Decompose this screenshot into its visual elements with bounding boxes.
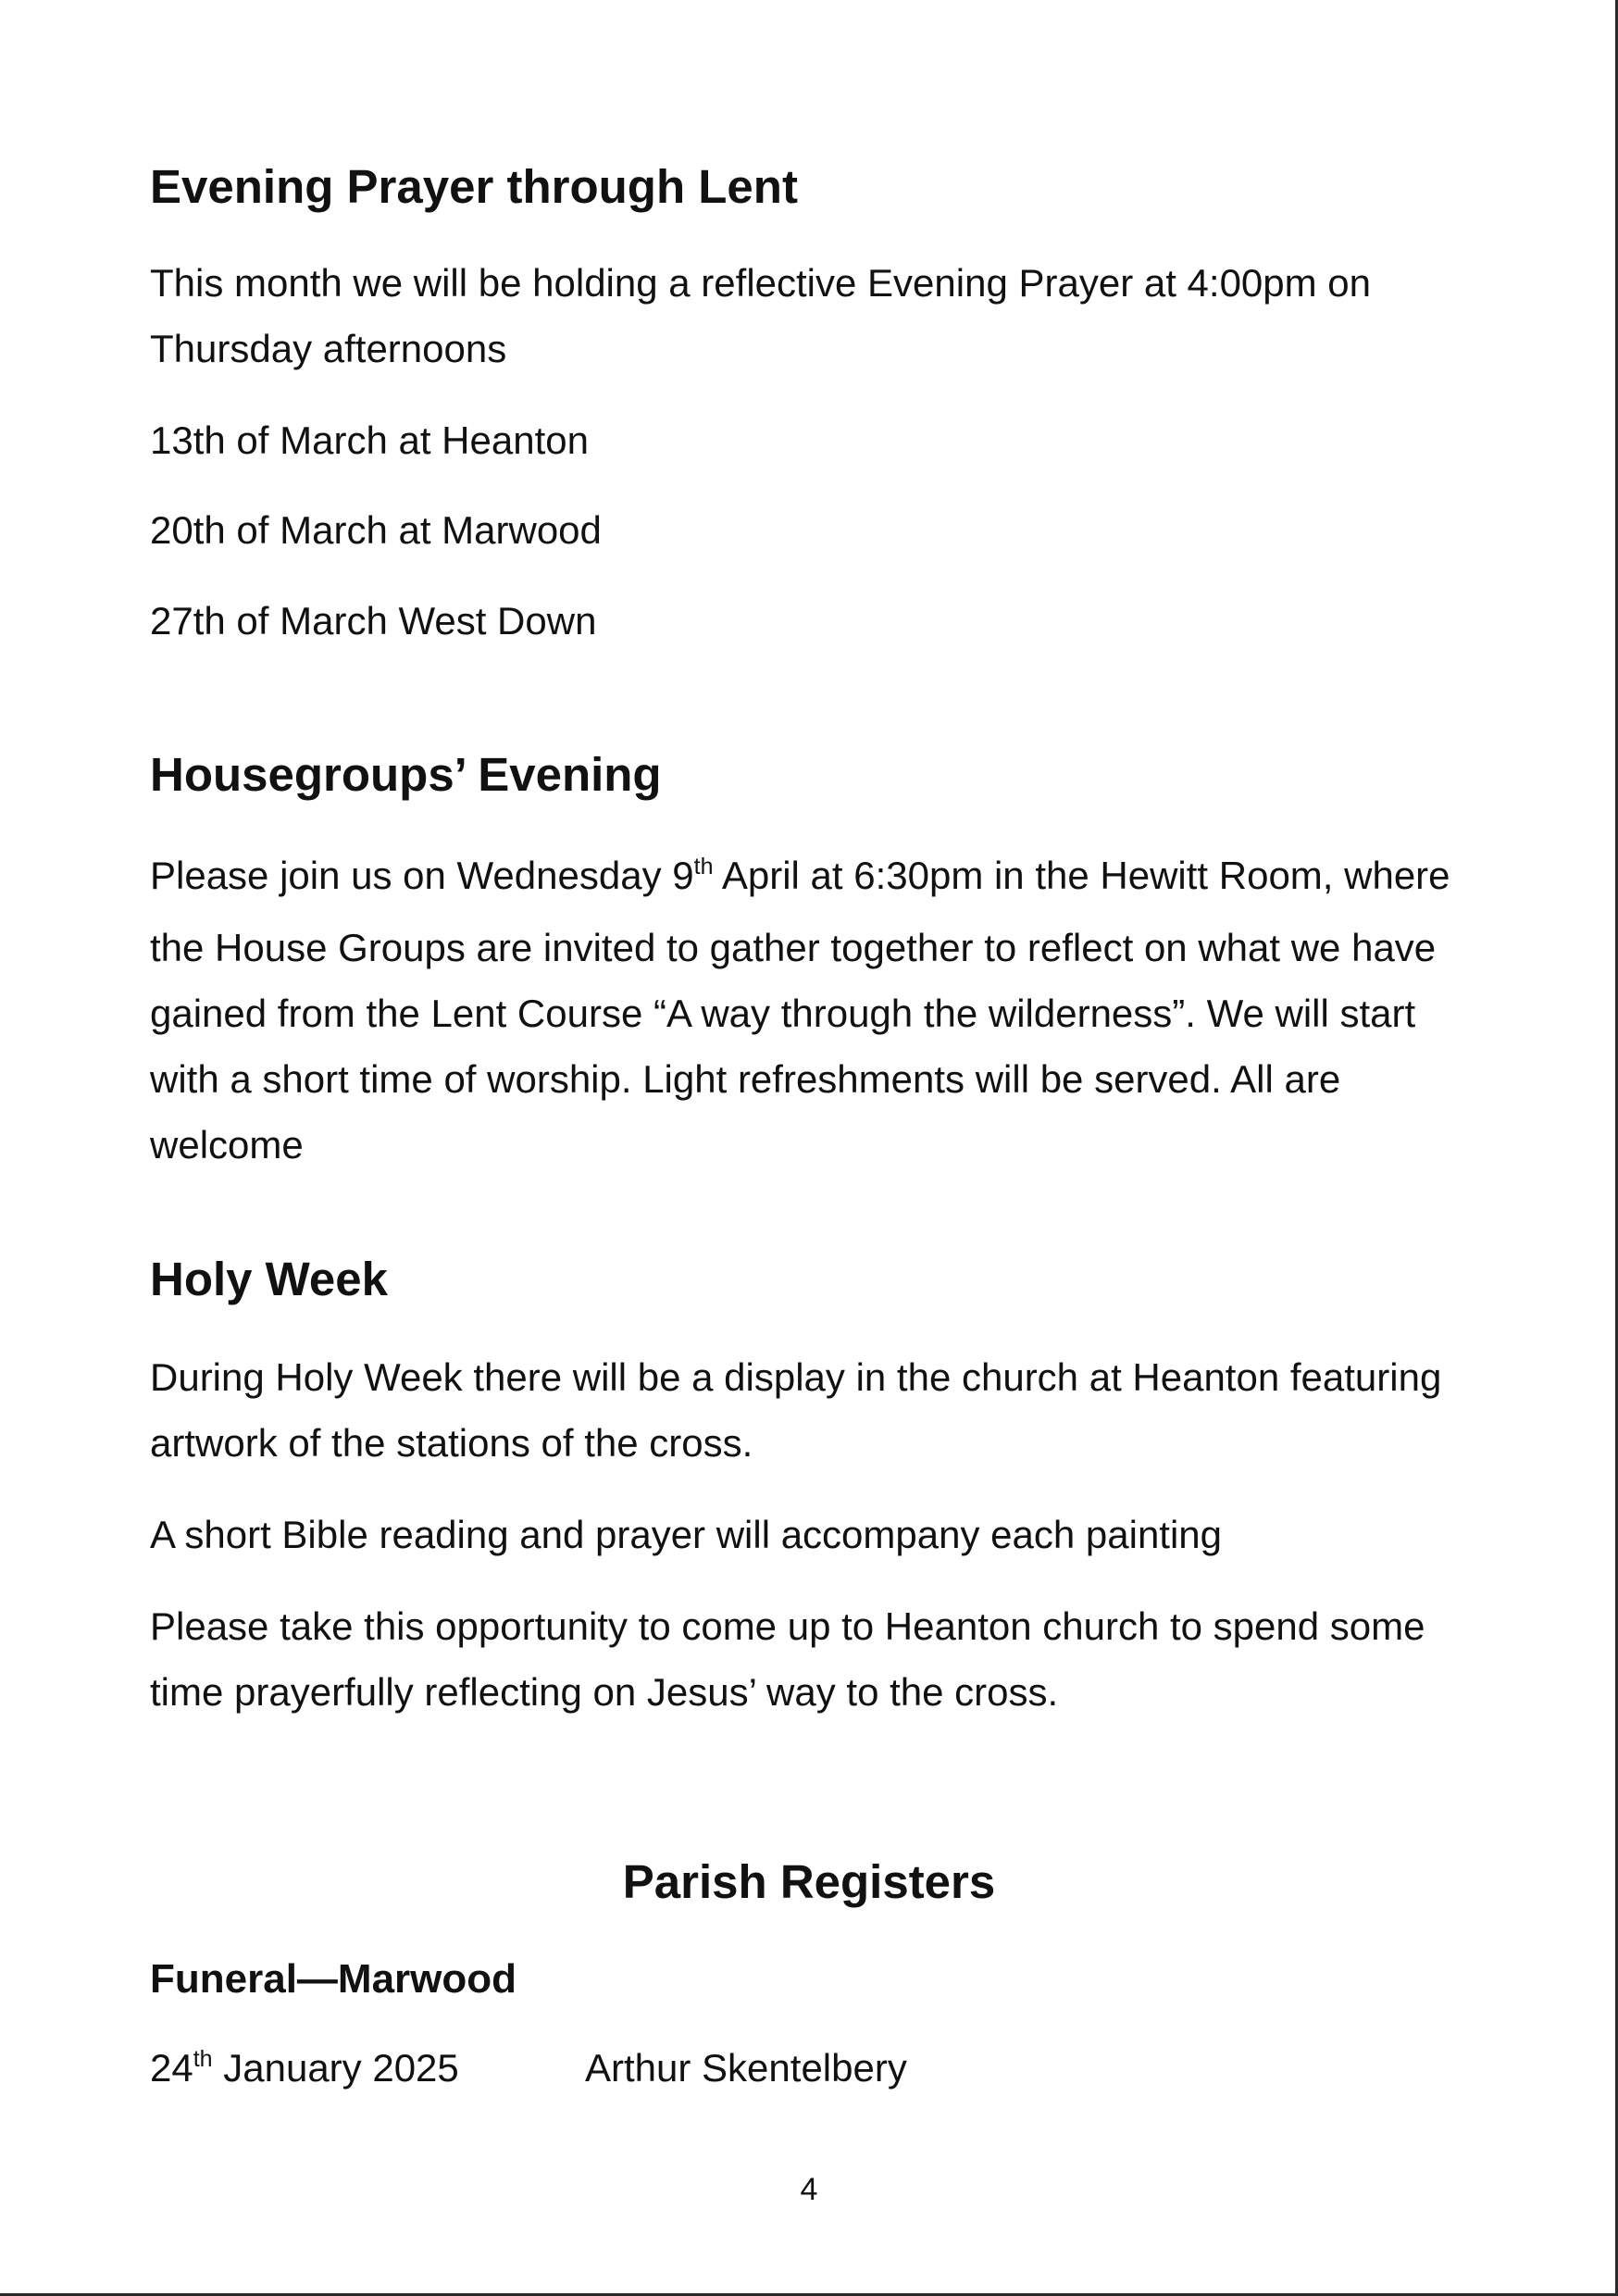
register-name: Arthur Skentelbery bbox=[585, 2046, 907, 2090]
funeral-subheading: Funeral—Marwood bbox=[150, 1956, 517, 2002]
register-day: 24 bbox=[150, 2046, 193, 2090]
housegroups-text bbox=[150, 842, 1474, 1178]
page-number: 4 bbox=[800, 2172, 818, 2207]
housegroups-heading: Housegroups’ Evening bbox=[150, 748, 662, 801]
evening-prayer-date: 27th of March West Down bbox=[150, 599, 597, 643]
holy-week-paragraph: During Holy Week there will be a display in the church at Heanton featuring artwork of the stations of the cross. bbox=[150, 1355, 1442, 1465]
holy-week-paragraph: Please take this opportunity to come up to Heanton church to spend some time prayerfully reflecting on Jesus’ way to the cross. bbox=[150, 1604, 1425, 1714]
ordinal-suffix: th bbox=[693, 854, 714, 880]
register-month-year: January 2025 bbox=[212, 2046, 459, 2090]
housegroups-text-start: Please join us on Wednesday 9 bbox=[150, 854, 694, 897]
holy-week-paragraph: A short Bible reading and prayer will accompany each painting bbox=[150, 1513, 1223, 1556]
evening-prayer-date: 13th of March at Heanton bbox=[150, 418, 589, 462]
register-entry bbox=[150, 2040, 1483, 2096]
parish-registers-heading: Parish Registers bbox=[622, 1855, 996, 1908]
holy-week-heading: Holy Week bbox=[150, 1253, 388, 1305]
evening-prayer-intro: This month we will be holding a reflective Evening Prayer at 4:00pm on Thursday afternoons bbox=[150, 261, 1372, 370]
register-date bbox=[150, 2040, 459, 2102]
housegroups-text-rest: April at 6:30pm in the Hewitt Room, where the House Groups are invited to gather together to reflect on what we have gained from the Lent Course “A way through the wilderness”. We will start with a short time of worship. Light refreshments will be served. All are welcome bbox=[150, 854, 1450, 1167]
ordinal-suffix: th bbox=[193, 2046, 213, 2072]
evening-prayer-date: 20th of March at Marwood bbox=[150, 508, 602, 552]
evening-prayer-heading: Evening Prayer through Lent bbox=[150, 160, 798, 213]
